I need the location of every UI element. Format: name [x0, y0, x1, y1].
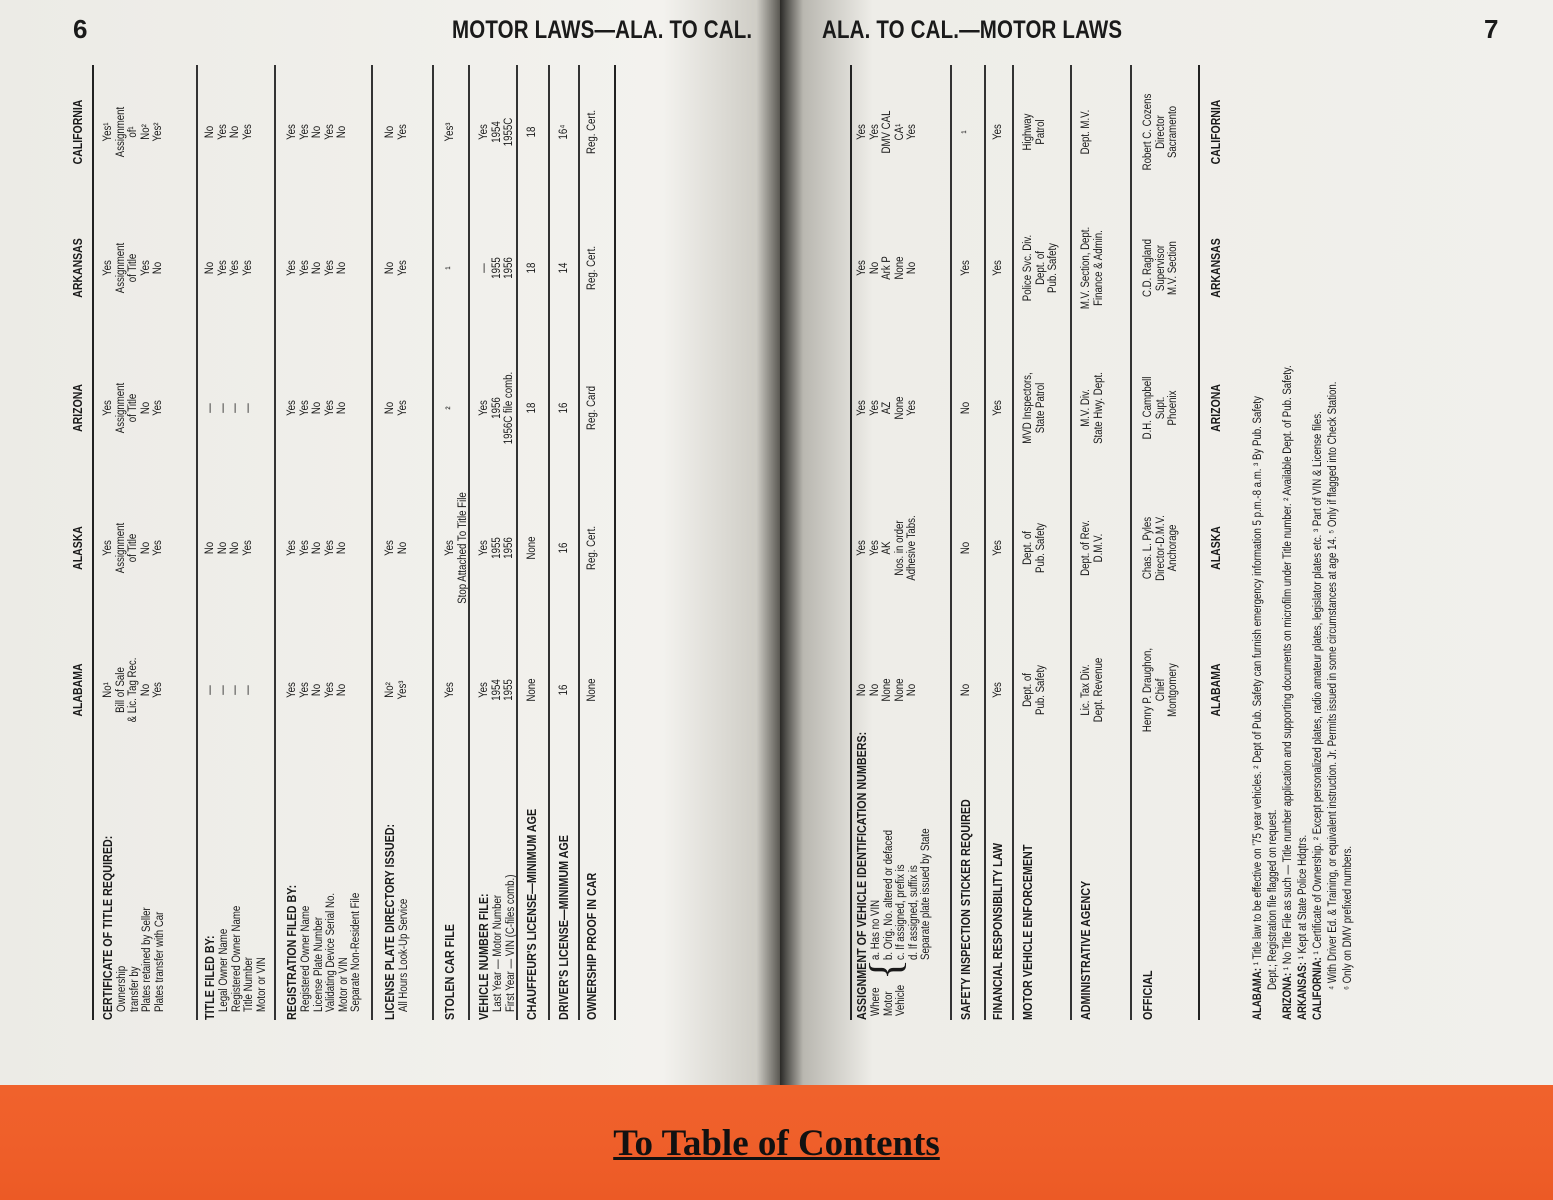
footnote-line: [1342, 846, 1355, 990]
table-cell: No: [868, 261, 881, 275]
table-cell: Yes: [396, 124, 409, 140]
row-subtitle: Registered Owner Name: [230, 905, 243, 1012]
table-cell: Dept. Revenue: [1092, 657, 1105, 723]
table-cell: Yes: [298, 682, 311, 698]
table-cell: No: [906, 683, 918, 697]
row-divider: [1070, 65, 1072, 1020]
table-cell: No: [204, 125, 216, 139]
table-cell: Yes¹: [102, 122, 114, 142]
row-divider: [548, 65, 550, 1020]
row-title: TITLE FILED BY:: [203, 935, 217, 1020]
table-cell: Pub. Safety: [1034, 665, 1047, 715]
right-page: [780, 0, 1553, 1085]
table-cell: Yes: [286, 682, 298, 698]
table-cell: No: [856, 683, 868, 697]
row-subtitle: Separate Non-Resident File: [350, 892, 362, 1012]
row-subtitle: Separate plate issued by State: [920, 828, 932, 960]
footnote-text: ⁴ With Driver Ed. & Training, or equivalent instruction. Jr. Permits issued in some circumstances at age 14. ⁵ Only if flagged into Check Station.: [1327, 381, 1339, 990]
table-cell: No: [311, 541, 323, 555]
table-cell: Yes: [478, 540, 490, 556]
row-divider: [1012, 65, 1014, 1020]
table-cell: 16⁴: [558, 124, 570, 140]
table-cell: No: [960, 683, 972, 697]
table-cell: Yes: [323, 400, 336, 416]
column-header: ALABAMA: [1209, 663, 1223, 717]
table-cell: Yes: [856, 400, 868, 416]
table-cell: Pub. Safety: [1047, 243, 1059, 293]
table-cell: No: [229, 541, 241, 555]
table-cell: Yes: [960, 260, 972, 276]
page-header: ALA. TO CAL.—MOTOR LAWS: [822, 16, 1123, 44]
table-cell: ¹: [960, 130, 972, 134]
table-cell: Yes: [323, 682, 336, 698]
table-cell: Dept. of: [1022, 531, 1034, 565]
table-cell: None: [526, 678, 538, 702]
table-cell: Chief: [1154, 678, 1167, 702]
table-cell: C.D. Ragland: [1142, 239, 1154, 298]
table-cell: No: [960, 401, 972, 415]
table-cell: Henry P. Draughon,: [1142, 647, 1154, 733]
table-cell: Anchorage: [1167, 524, 1179, 572]
table-cell: None: [893, 678, 906, 702]
table-cell: Yes: [396, 400, 409, 416]
bottom-rule: [614, 65, 616, 1020]
row-title: ADMINISTRATIVE AGENCY: [1079, 880, 1093, 1020]
table-cell: Sacramento: [1167, 105, 1179, 159]
table-cell: Yes: [139, 260, 152, 276]
table-cell: Robert C. Cozens: [1142, 93, 1154, 171]
table-cell: None: [893, 256, 906, 280]
table-cell: Yes: [868, 400, 881, 416]
table-cell: M.V. Div.: [1080, 389, 1092, 427]
row-divider: [432, 65, 434, 1020]
table-cell: 16: [558, 402, 570, 414]
footnote-text: ¹ No Title File as such — Title number application and supporting documents on microfilm under Title number. ² Available Dept. of Pub. Safety.: [1282, 365, 1294, 971]
table-cell: No: [384, 125, 396, 139]
row-title: LICENSE PLATE DIRECTORY ISSUED:: [383, 823, 397, 1020]
table-cell: None: [881, 678, 893, 702]
row-divider: [516, 65, 518, 1020]
table-cell: Yes: [444, 540, 456, 556]
table-cell: Ark P: [881, 256, 893, 280]
row-subtitle: Plates retained by Seller: [141, 907, 153, 1012]
table-cell: Yes: [384, 540, 396, 556]
footnote-state: CALIFORNIA:: [1312, 954, 1324, 1020]
table-cell: Yes: [323, 260, 336, 276]
footnote-line: [1252, 396, 1265, 1020]
column-header: ARKANSAS: [71, 238, 85, 298]
table-cell: No¹: [102, 682, 114, 698]
footnote-text: Dept.; Registration file flagged on request.: [1267, 809, 1279, 990]
row-subtitle: transfer by: [128, 966, 141, 1012]
table-cell: Dept. of: [1022, 673, 1034, 707]
table-cell: of Title: [127, 533, 139, 563]
footnote-line: [1327, 382, 1340, 990]
table-cell: Yes²: [152, 122, 164, 142]
table-cell: 1955: [503, 679, 515, 701]
column-header: ARIZONA: [71, 384, 85, 432]
row-subtitle: Last Year — Motor Number: [492, 894, 504, 1012]
table-cell: Yes: [298, 124, 311, 140]
table-cell: Yes: [102, 260, 114, 276]
table-cell: Yes: [868, 124, 881, 140]
table-cell: None: [526, 536, 538, 560]
table-cell: No: [868, 683, 881, 697]
row-subtitle: All Hours Look-Up Service: [398, 898, 410, 1012]
table-cell: No: [139, 541, 152, 555]
table-cell: Nos. in order: [893, 520, 906, 576]
table-cell: Stop Attached To Title File: [456, 492, 469, 604]
table-cell: State Patrol: [1034, 382, 1047, 434]
table-cell: No: [152, 261, 164, 275]
table-cell: Director-D.M.V.: [1154, 515, 1167, 581]
table-cell: Yes: [152, 540, 164, 556]
row-divider: [371, 65, 373, 1020]
table-cell: Yes: [229, 260, 241, 276]
table-cell: Yes³: [444, 122, 456, 142]
table-cell: Reg. Cert.: [586, 109, 598, 155]
table-cell: AZ: [881, 401, 893, 415]
table-cell: No: [960, 541, 972, 555]
row-title: SAFETY INSPECTION STICKER REQUIRED: [959, 799, 973, 1020]
row-title: CERTIFICATE OF TITLE REQUIRED:: [101, 835, 115, 1020]
footnote-line: [1282, 365, 1295, 1020]
table-cell: —: [229, 403, 241, 413]
table-cell: Yes: [286, 260, 298, 276]
row-subtitle: Motor or VIN: [337, 957, 350, 1012]
table-cell: None: [586, 678, 598, 702]
table-cell: 1956C file comb.: [503, 371, 515, 445]
table-cell: —: [478, 263, 490, 273]
table-cell: Dept. M.V.: [1080, 109, 1092, 155]
row-subtitle: b. Orig. No. altered or defaced: [882, 830, 895, 960]
table-cell: No: [204, 261, 216, 275]
table-cell: Yes: [241, 540, 254, 556]
footnote-text: ¹ Certificate of Ownership. ² Except personalized plates, radio amateur plates, legislator plates etc. ³ Part of VIN & License files.: [1312, 411, 1324, 955]
table-cell: 1955: [490, 537, 503, 559]
table-cell: AK: [881, 541, 893, 555]
table-cell: Yes: [298, 400, 311, 416]
table-cell: Yes: [241, 124, 254, 140]
table-cell: Yes: [102, 540, 114, 556]
table-cell: —: [216, 685, 229, 695]
table-cell: Yes: [992, 400, 1004, 416]
table-cell: Adhesive Tabs.: [906, 515, 918, 581]
table-cell: Yes: [152, 400, 164, 416]
table-cell: Phoenix: [1167, 390, 1179, 426]
table-cell: Pub. Safety: [1034, 523, 1047, 573]
footnote-line: [1312, 411, 1325, 1020]
table-cell: of Title: [127, 253, 139, 283]
table-cell: Yes: [298, 540, 311, 556]
row-title: REGISTRATION FILED BY:: [285, 884, 299, 1020]
table-cell: No: [336, 401, 348, 415]
table-cell: No: [229, 125, 241, 139]
table-cell: Supervisor: [1154, 244, 1167, 292]
table-cell: Yes: [992, 682, 1004, 698]
column-header: ARIZONA: [1209, 384, 1223, 432]
row-title: DRIVER'S LICENSE—MINIMUM AGE: [557, 835, 571, 1020]
table-cell: 14: [558, 262, 570, 274]
table-cell: ¹: [444, 266, 456, 270]
table-cell: No: [336, 683, 348, 697]
column-header: ALASKA: [71, 526, 85, 570]
row-title: OWNERSHIP PROOF IN CAR: [585, 872, 599, 1020]
table-cell: Yes: [152, 682, 164, 698]
table-cell: Yes: [478, 124, 490, 140]
table-cell: Yes: [323, 124, 336, 140]
table-cell: Supt.: [1154, 396, 1167, 420]
table-cell: Bill of Sale: [114, 667, 127, 713]
column-header: ALABAMA: [71, 663, 85, 717]
table-cell: No: [384, 401, 396, 415]
row-title: MOTOR VEHICLE ENFORCEMENT: [1021, 844, 1035, 1020]
column-header: ARKANSAS: [1209, 238, 1223, 298]
header-rule: [850, 65, 852, 1020]
row-divider: [950, 65, 952, 1020]
table-cell: Yes: [216, 124, 229, 140]
column-header: ALASKA: [1209, 526, 1223, 570]
column-header: CALIFORNIA: [1209, 99, 1223, 165]
table-cell: 18: [526, 402, 538, 414]
table-cell: No: [311, 401, 323, 415]
table-cell: Yes: [478, 400, 490, 416]
table-cell: DMV CAL: [881, 110, 893, 154]
table-of-contents-link[interactable]: To Table of Contents: [613, 1123, 940, 1164]
row-subtitle: c. If assigned, prefix is: [895, 864, 907, 960]
table-cell: No²: [139, 124, 152, 140]
table-cell: Finance & Admin.: [1092, 230, 1105, 306]
table-cell: No: [384, 261, 396, 275]
table-cell: Assignment: [114, 106, 127, 158]
table-cell: M.V. Section: [1167, 241, 1179, 295]
table-cell: Montgomery: [1167, 663, 1179, 717]
row-subtitle: License Plate Number: [312, 916, 325, 1012]
table-cell: Yes: [906, 400, 918, 416]
table-cell: —: [204, 685, 216, 695]
table-cell: Patrol: [1034, 119, 1047, 145]
table-cell: Yes: [286, 540, 298, 556]
table-cell: None: [893, 396, 906, 420]
table-cell: Yes: [396, 260, 409, 276]
table-cell: Dept. of Rev.: [1080, 520, 1092, 576]
table-cell: Assignment: [114, 382, 127, 434]
table-cell: Yes: [856, 540, 868, 556]
table-cell: No: [396, 541, 409, 555]
column-header: CALIFORNIA: [71, 99, 85, 165]
left-page: [0, 0, 780, 1085]
table-cell: 1955C: [503, 117, 515, 147]
row-divider: [1130, 65, 1132, 1020]
table-cell: 16: [558, 684, 570, 696]
table-cell: Yes: [992, 540, 1004, 556]
table-cell: 1956: [503, 537, 515, 559]
table-cell: Lic. Tax Div.: [1080, 664, 1092, 716]
table-cell: ²: [444, 406, 456, 410]
row-divider: [468, 65, 470, 1020]
table-cell: Yes: [102, 400, 114, 416]
table-cell: No: [311, 125, 323, 139]
table-cell: Assignment: [114, 522, 127, 574]
table-cell: —: [204, 403, 216, 413]
footnote-state: ARKANSAS:: [1297, 959, 1309, 1020]
row-title: CHAUFFEUR'S LICENSE—MINIMUM AGE: [525, 808, 539, 1020]
table-cell: & Lic. Tag Rec.: [127, 657, 139, 723]
table-cell: Yes: [868, 540, 881, 556]
table-cell: No: [311, 683, 323, 697]
table-cell: 18: [526, 262, 538, 274]
table-cell: Reg. Card: [586, 385, 598, 431]
table-cell: Yes: [856, 124, 868, 140]
table-cell: 18: [526, 126, 538, 138]
table-cell: Police Svc. Div.: [1022, 234, 1034, 302]
row-subtitle: d. If assigned, suffix is: [907, 865, 920, 960]
footnote-text: ¹ Title law to be effective on '75 year vehicles. ² Dept of Pub. Safety can furnish emergency information 5 p.m.-8 a.m. ³ By Pub. Safety: [1252, 396, 1264, 966]
row-title: STOLEN CAR FILE: [443, 924, 457, 1020]
table-cell: Reg. Cert.: [586, 245, 598, 291]
table-cell: M.V. Section, Dept.: [1080, 226, 1092, 310]
table-cell: No: [906, 261, 918, 275]
table-cell: No²: [384, 682, 396, 698]
row-title: ASSIGNMENT OF VEHICLE IDENTIFICATION NUMBERS:: [855, 731, 869, 1020]
table-cell: Yes: [286, 400, 298, 416]
table-cell: Yes: [286, 124, 298, 140]
table-cell: Dept. of: [1034, 251, 1047, 285]
table-cell: 16: [558, 542, 570, 554]
table-cell: Director: [1154, 115, 1167, 149]
brace-label: Where: [870, 987, 882, 1016]
row-subtitle: Title Number: [243, 957, 255, 1012]
table-cell: No: [311, 261, 323, 275]
table-cell: No: [336, 541, 348, 555]
table-cell: 1954: [490, 121, 503, 143]
row-title: FINANCIAL RESPONSIBILITY LAW: [991, 843, 1005, 1020]
table-cell: Yes: [323, 540, 336, 556]
table-cell: No: [139, 401, 152, 415]
row-divider: [196, 65, 198, 1020]
table-cell: State Hwy. Dept.: [1092, 372, 1105, 444]
table-cell: D.H. Campbell: [1142, 376, 1154, 440]
table-cell: 1955: [490, 257, 503, 279]
row-title: VEHICLE NUMBER FILE:: [477, 893, 491, 1020]
table-cell: 1956: [503, 257, 515, 279]
table-cell: Reg. Cert.: [586, 525, 598, 571]
footnote-state: ALABAMA:: [1252, 965, 1264, 1020]
table-cell: Yes: [444, 682, 456, 698]
table-cell: No: [204, 541, 216, 555]
table-cell: Yes: [241, 260, 254, 276]
table-cell: Yes: [992, 124, 1004, 140]
table-cell: Yes: [906, 124, 918, 140]
table-cell: No: [216, 541, 229, 555]
row-title: OFFICIAL: [1141, 970, 1155, 1020]
table-cell: No: [139, 683, 152, 697]
table-cell: Highway: [1022, 113, 1034, 151]
footnote-text: ¹ Kept at State Police Hdqtrs.: [1297, 834, 1309, 960]
row-subtitle: Validating Device Serial No.: [325, 892, 337, 1012]
table-cell: Assignment: [114, 242, 127, 294]
table-cell: 1956: [490, 397, 503, 419]
row-subtitle: Legal Owner Name: [218, 928, 230, 1012]
page-number: 6: [73, 14, 88, 44]
row-subtitle: Plates transfer with Car: [153, 911, 166, 1012]
row-subtitle: Ownership: [116, 965, 128, 1012]
footnote-line: [1267, 810, 1280, 990]
table-cell: —: [241, 685, 254, 695]
row-subtitle: First Year — VIN (C-files comb.): [504, 874, 517, 1012]
row-divider: [984, 65, 986, 1020]
row-subtitle: Registered Owner Name: [300, 905, 312, 1012]
page-number: 7: [1484, 14, 1499, 44]
table-cell: of Title: [127, 393, 139, 423]
table-cell: No: [336, 261, 348, 275]
brace-label: Vehicle: [895, 984, 907, 1016]
bottom-rule: [1198, 65, 1200, 1020]
header-rule: [92, 65, 94, 1020]
table-cell: No: [336, 125, 348, 139]
table-cell: Yes: [856, 260, 868, 276]
table-cell: Yes: [216, 260, 229, 276]
page-header: MOTOR LAWS—ALA. TO CAL.: [452, 16, 753, 44]
table-cell: Yes³: [396, 680, 409, 700]
table-cell: Yes: [992, 260, 1004, 276]
footnote-line: [1297, 835, 1310, 1020]
row-divider: [274, 65, 276, 1020]
footnote-state: ARIZONA:: [1282, 970, 1294, 1020]
table-cell: CA¹: [893, 123, 906, 141]
table-cell: D.M.V.: [1092, 533, 1105, 563]
row-subtitle: Motor or VIN: [255, 957, 268, 1012]
table-cell: of¹: [127, 126, 139, 138]
table-cell: Chas. L. Pyles: [1142, 516, 1154, 580]
row-divider: [578, 65, 580, 1020]
brace-label: Motor: [882, 991, 895, 1016]
table-cell: —: [241, 403, 254, 413]
table-cell: MVD Inspectors,: [1022, 372, 1034, 444]
row-subtitle: a. Has no VIN: [870, 899, 882, 960]
brace-glyph: {: [861, 958, 910, 980]
table-cell: 1954: [490, 679, 503, 701]
table-cell: Yes: [298, 260, 311, 276]
table-cell: Yes: [478, 682, 490, 698]
table-cell: —: [229, 685, 241, 695]
table-cell: —: [216, 403, 229, 413]
footnote-text: ⁶ Only on DMV prefixed numbers.: [1342, 845, 1354, 990]
